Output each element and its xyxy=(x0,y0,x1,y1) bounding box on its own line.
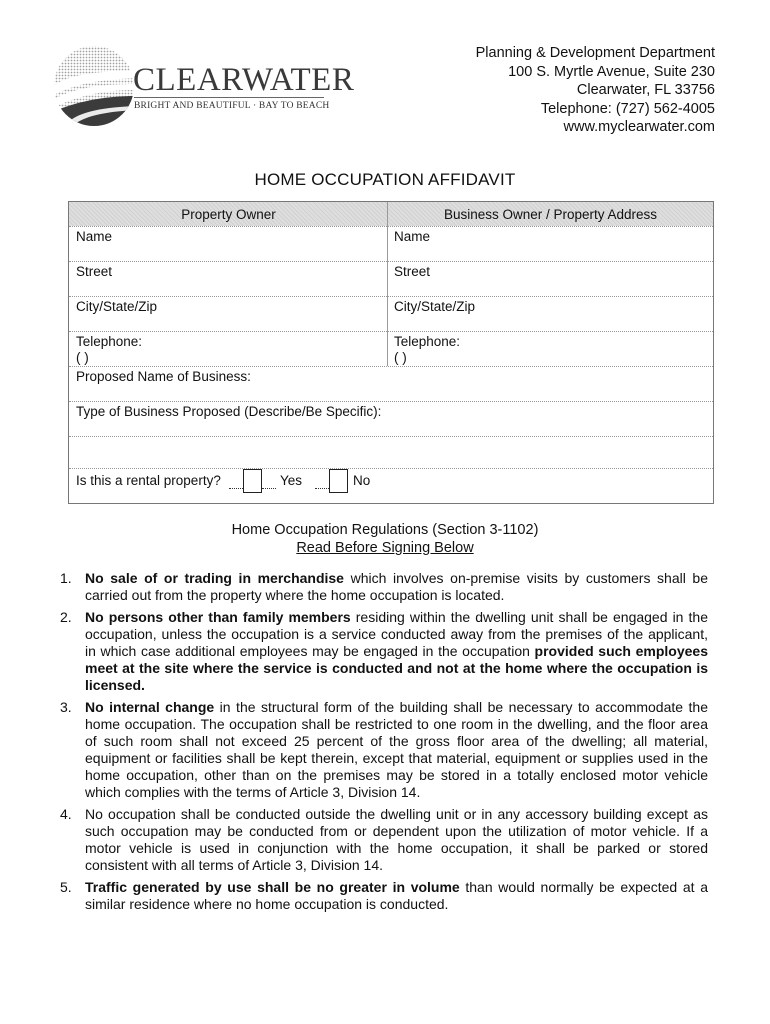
row-divider xyxy=(69,401,713,402)
regulation-item xyxy=(60,609,708,694)
regulation-text: residing within the dwelling unit shall be engaged in the occupation, unless the occupation is a service conducted away from the premises of the applicant, in which case additional employees may be engaged in the occupation xyxy=(85,609,708,659)
rental-no-checkbox[interactable] xyxy=(329,469,348,493)
yes-underline xyxy=(229,488,243,489)
no-underline xyxy=(315,488,329,489)
department-name: Planning & Development Department xyxy=(475,45,715,61)
regulation-number: 5. xyxy=(60,879,72,895)
property-owner-header: Property Owner xyxy=(69,202,388,226)
owner-telephone-field[interactable]: ( ) xyxy=(76,350,89,365)
regulation-text: in the structural form of the building shall be necessary to accommodate the home occupation. The occupation shall be restricted to one room in the dwelling, and the floor area of such room shall not exceed 25 percent of the gross floor area of the dwelling; all material, equipment or facilities shall be kept therein, except that material, equipment or supplies used in the home occupation, other than on the premises may be stored in a totally enclosed motor vehicle which complies with the terms of Article 3, Division 14. xyxy=(85,699,708,800)
regulations-list xyxy=(60,570,708,918)
regulation-emphasis: No internal change xyxy=(85,699,215,715)
owner-name-field[interactable]: Name xyxy=(76,229,113,244)
regulation-text: which involves on-premise visits by customers shall be carried out from the property where the home occupation is located. xyxy=(85,570,709,603)
rental-question-label: Is this a rental property? xyxy=(76,473,221,488)
regulation-text: than would normally be expected at a similar residence where no home occupation is conducted. xyxy=(85,879,708,912)
row-divider xyxy=(69,226,713,227)
rental-no-label: No xyxy=(353,473,371,488)
department-telephone: Telephone: (727) 562-4005 xyxy=(540,100,715,117)
business-type-field[interactable]: Type of Business Proposed (Describe/Be Specific): xyxy=(76,404,382,419)
regulation-number: 2. xyxy=(60,609,72,625)
regulations-title: Home Occupation Regulations (Section 3-1102) xyxy=(231,522,539,538)
row-divider xyxy=(69,468,713,469)
logo-wave-icon xyxy=(52,44,136,128)
business-owner-header: Business Owner / Property Address xyxy=(388,202,713,226)
regulation-emphasis: No sale of or trading in merchandise xyxy=(85,570,344,586)
owner-telephone-label: Telephone: xyxy=(76,334,143,349)
regulation-item xyxy=(60,570,708,604)
regulation-emphasis: No persons other than family members xyxy=(85,609,351,625)
owner-street-field[interactable]: Street xyxy=(76,264,113,279)
row-divider xyxy=(69,296,713,297)
row-divider xyxy=(69,261,713,262)
logo-divider xyxy=(134,97,324,98)
row-divider xyxy=(69,436,713,437)
regulations-subtitle xyxy=(0,540,770,556)
rental-yes-label: Yes xyxy=(280,473,303,488)
department-website[interactable]: www.myclearwater.com xyxy=(563,119,715,135)
regulation-number: 3. xyxy=(60,699,72,715)
business-city-field[interactable]: City/State/Zip xyxy=(394,299,476,314)
row-divider xyxy=(69,366,713,367)
applicant-form xyxy=(68,201,714,504)
department-address xyxy=(476,44,715,137)
regulation-item xyxy=(60,806,708,874)
clearwater-logo xyxy=(52,44,355,130)
regulation-number: 4. xyxy=(60,806,72,822)
regulation-number: 1. xyxy=(60,570,72,586)
business-name-field[interactable]: Name xyxy=(394,229,431,244)
regulation-emphasis: Traffic generated by use shall be no greater in volume xyxy=(85,879,460,895)
regulation-text: No occupation shall be conducted outside the dwelling unit or in any accessory building except as such occupation may be conducted from or dependent upon the utilization of motor vehicle. If a motor vehicle is used in conjunction with the home occupation, it shall be parked or stored consistent with all terms of Article 3, Division 14. xyxy=(85,806,708,873)
row-divider xyxy=(69,331,713,332)
business-telephone-label: Telephone: xyxy=(394,334,461,349)
logo-title: CLEARWATER xyxy=(133,62,355,98)
business-street-field[interactable]: Street xyxy=(394,264,431,279)
logo-tagline: BRIGHT AND BEAUTIFUL · BAY TO BEACH xyxy=(134,101,330,111)
regulation-emphasis-2: provided such employees meet at the site where the service is conducted and not at the home where the occupation is licensed. xyxy=(85,643,708,693)
owner-city-field[interactable]: City/State/Zip xyxy=(76,299,158,314)
regulation-item xyxy=(60,699,708,801)
yes-underline xyxy=(262,488,276,489)
department-city: Clearwater, FL 33756 xyxy=(576,82,715,98)
department-street: 100 S. Myrtle Avenue, Suite 230 xyxy=(508,63,715,80)
regulations-subtitle-text: Read Before Signing Below xyxy=(296,540,474,556)
business-telephone-field[interactable]: ( ) xyxy=(394,350,407,365)
regulation-item xyxy=(60,879,708,913)
rental-yes-checkbox[interactable] xyxy=(243,469,262,493)
document-title: HOME OCCUPATION AFFIDAVIT xyxy=(254,170,516,189)
proposed-business-name-field[interactable]: Proposed Name of Business: xyxy=(76,369,251,384)
